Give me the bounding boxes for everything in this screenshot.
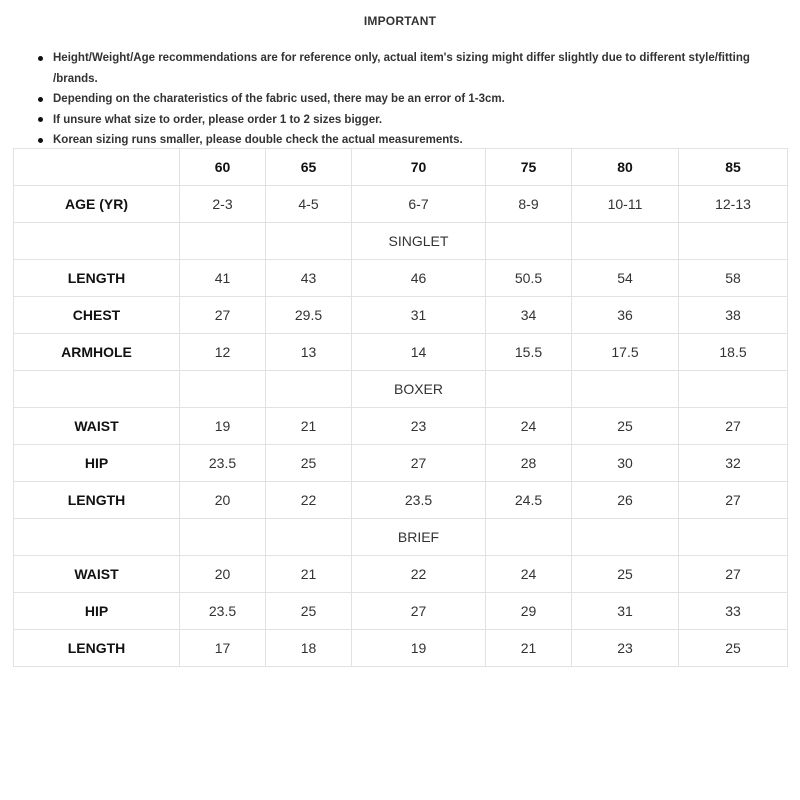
table-cell: 23.5 xyxy=(180,445,266,482)
size-header-cell: 85 xyxy=(679,149,788,186)
size-header-cell: 65 xyxy=(266,149,352,186)
size-header-cell: 75 xyxy=(486,149,572,186)
table-cell: 23.5 xyxy=(352,482,486,519)
size-header-row xyxy=(14,149,788,186)
corner-cell xyxy=(14,149,180,186)
page-title: IMPORTANT xyxy=(363,14,437,28)
empty-cell xyxy=(486,519,572,556)
table-row xyxy=(14,408,788,445)
table-cell: 6-7 xyxy=(352,186,486,223)
table-cell: 23.5 xyxy=(180,593,266,630)
table-cell: 25 xyxy=(266,593,352,630)
table-cell: 18.5 xyxy=(679,334,788,371)
row-label: LENGTH xyxy=(14,260,180,297)
note-item xyxy=(38,110,790,131)
bullet-icon xyxy=(38,138,43,143)
table-cell: 22 xyxy=(266,482,352,519)
table-cell: 20 xyxy=(180,556,266,593)
table-cell: 17.5 xyxy=(572,334,679,371)
empty-cell xyxy=(266,519,352,556)
table-row xyxy=(14,297,788,334)
table-cell: 31 xyxy=(352,297,486,334)
table-row xyxy=(14,482,788,519)
table-row xyxy=(14,630,788,667)
empty-cell xyxy=(679,223,788,260)
bullet-icon xyxy=(38,56,43,61)
table-cell: 36 xyxy=(572,297,679,334)
table-cell: 28 xyxy=(486,445,572,482)
table-cell: 13 xyxy=(266,334,352,371)
row-label: CHEST xyxy=(14,297,180,334)
table-cell: 24.5 xyxy=(486,482,572,519)
row-label: HIP xyxy=(14,445,180,482)
row-label: WAIST xyxy=(14,556,180,593)
table-cell: 15.5 xyxy=(486,334,572,371)
row-label: ARMHOLE xyxy=(14,334,180,371)
note-text: If unsure what size to order, please order 1 to 2 sizes bigger. xyxy=(53,113,383,126)
table-cell: 58 xyxy=(679,260,788,297)
section-name: BRIEF xyxy=(352,519,486,556)
empty-cell xyxy=(14,371,180,408)
table-cell: 21 xyxy=(486,630,572,667)
table-cell: 32 xyxy=(679,445,788,482)
table-cell: 19 xyxy=(180,408,266,445)
row-label: LENGTH xyxy=(14,630,180,667)
table-cell: 10-11 xyxy=(572,186,679,223)
section-header-row xyxy=(14,519,788,556)
note-item xyxy=(38,69,790,90)
table-cell: 31 xyxy=(572,593,679,630)
size-header-cell: 60 xyxy=(180,149,266,186)
row-label: WAIST xyxy=(14,408,180,445)
table-cell: 25 xyxy=(572,408,679,445)
note-text: Depending on the charateristics of the fabric used, there may be an error of 1-3cm. xyxy=(53,93,505,105)
table-cell: 4-5 xyxy=(266,186,352,223)
table-row xyxy=(14,593,788,630)
table-cell: 29 xyxy=(486,593,572,630)
empty-cell xyxy=(486,223,572,260)
table-row xyxy=(14,556,788,593)
table-cell: 19 xyxy=(352,630,486,667)
row-label: LENGTH xyxy=(14,482,180,519)
bullet-icon xyxy=(38,117,43,122)
table-cell: 22 xyxy=(352,556,486,593)
table-cell: 25 xyxy=(679,630,788,667)
empty-cell xyxy=(266,223,352,260)
bullet-icon xyxy=(38,97,43,102)
table-cell: 43 xyxy=(266,260,352,297)
table-row xyxy=(14,260,788,297)
table-row xyxy=(14,445,788,482)
table-cell: 18 xyxy=(266,630,352,667)
table-cell: 30 xyxy=(572,445,679,482)
note-item xyxy=(38,89,790,110)
note-text: Height/Weight/Age recommendations are for reference only, actual item's sizing might differ slightly due to different style/fitting xyxy=(53,52,750,64)
empty-cell xyxy=(180,223,266,260)
table-cell: 33 xyxy=(679,593,788,630)
note-text: /brands. xyxy=(53,72,98,85)
table-cell: 25 xyxy=(266,445,352,482)
empty-cell xyxy=(572,519,679,556)
table-cell: 17 xyxy=(180,630,266,667)
table-cell: 27 xyxy=(352,593,486,630)
table-cell: 27 xyxy=(352,445,486,482)
table-cell: 21 xyxy=(266,556,352,593)
table-cell: 29.5 xyxy=(266,297,352,334)
table-cell: 27 xyxy=(679,556,788,593)
empty-cell xyxy=(679,519,788,556)
empty-cell xyxy=(14,223,180,260)
size-header-cell: 70 xyxy=(352,149,486,186)
section-header-row xyxy=(14,223,788,260)
table-cell: 54 xyxy=(572,260,679,297)
important-notes-list xyxy=(38,48,790,151)
table-cell: 21 xyxy=(266,408,352,445)
table-cell: 41 xyxy=(180,260,266,297)
empty-cell xyxy=(572,223,679,260)
table-cell: 25 xyxy=(572,556,679,593)
table-cell: 8-9 xyxy=(486,186,572,223)
empty-cell xyxy=(266,371,352,408)
empty-cell xyxy=(679,371,788,408)
table-cell: 26 xyxy=(572,482,679,519)
table-cell: 46 xyxy=(352,260,486,297)
table-cell: 20 xyxy=(180,482,266,519)
table-cell: 27 xyxy=(679,408,788,445)
section-header-row xyxy=(14,371,788,408)
row-label: AGE (YR) xyxy=(14,186,180,223)
section-name: BOXER xyxy=(352,371,486,408)
empty-cell xyxy=(486,371,572,408)
table-cell: 38 xyxy=(679,297,788,334)
section-name: SINGLET xyxy=(352,223,486,260)
table-cell: 24 xyxy=(486,556,572,593)
empty-cell xyxy=(180,519,266,556)
age-row xyxy=(14,186,788,223)
empty-cell xyxy=(572,371,679,408)
size-header-cell: 80 xyxy=(572,149,679,186)
table-cell: 14 xyxy=(352,334,486,371)
note-text: Korean sizing runs smaller, please double check the actual measurements. xyxy=(53,134,463,146)
empty-cell xyxy=(180,371,266,408)
table-cell: 2-3 xyxy=(180,186,266,223)
size-chart-table xyxy=(13,148,788,667)
table-cell: 12 xyxy=(180,334,266,371)
row-label: HIP xyxy=(14,593,180,630)
table-cell: 12-13 xyxy=(679,186,788,223)
note-item xyxy=(38,48,790,69)
empty-cell xyxy=(14,519,180,556)
table-cell: 27 xyxy=(679,482,788,519)
table-cell: 23 xyxy=(352,408,486,445)
table-cell: 27 xyxy=(180,297,266,334)
table-row xyxy=(14,334,788,371)
table-cell: 34 xyxy=(486,297,572,334)
table-cell: 24 xyxy=(486,408,572,445)
table-cell: 23 xyxy=(572,630,679,667)
table-cell: 50.5 xyxy=(486,260,572,297)
